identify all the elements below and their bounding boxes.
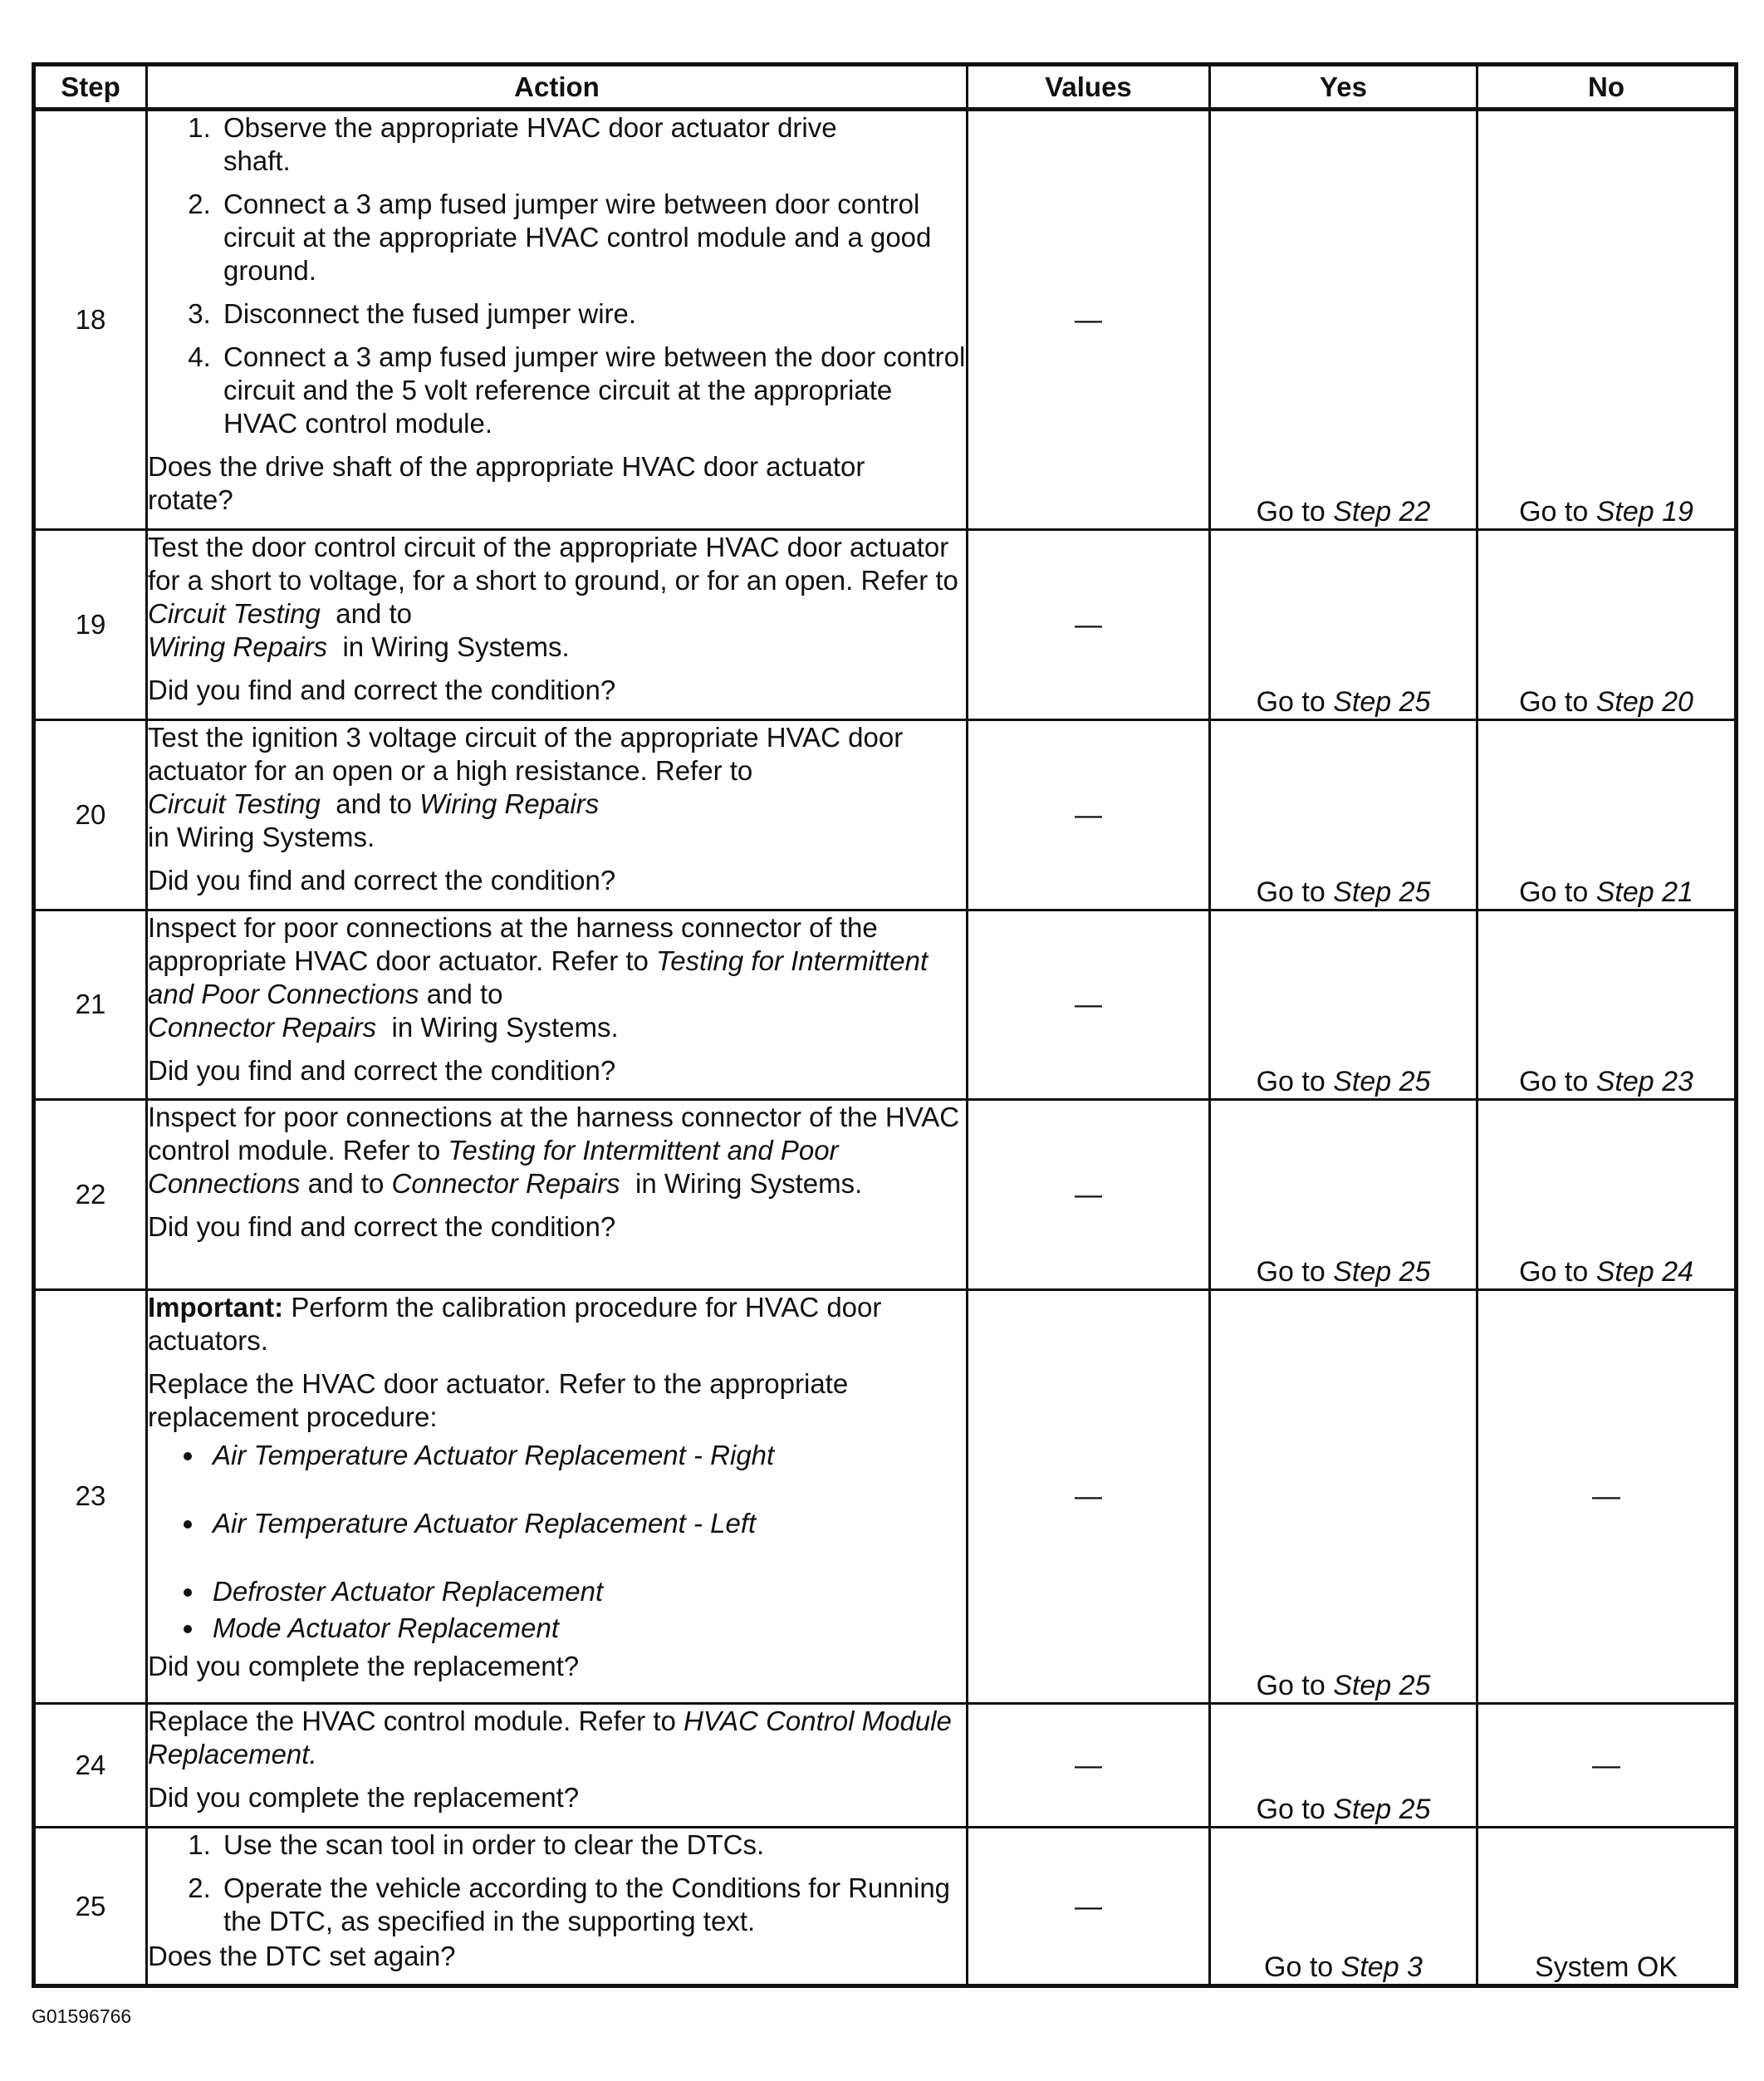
question: Does the DTC set again? bbox=[148, 1941, 456, 1972]
reference-link[interactable]: Wiring Repairs bbox=[148, 631, 328, 663]
action-cell bbox=[147, 719, 968, 910]
yes-step-link[interactable]: Step 25 bbox=[1333, 1066, 1431, 1098]
action-text bbox=[148, 721, 966, 854]
goto-label: Go to bbox=[1519, 876, 1589, 908]
goto-label: Go to bbox=[1256, 685, 1325, 718]
table-row bbox=[34, 1704, 1737, 1828]
yes-cell bbox=[1210, 1704, 1477, 1828]
no-cell: System OK bbox=[1477, 1828, 1737, 1986]
yes-cell bbox=[1210, 1100, 1477, 1290]
yes-cell bbox=[1210, 1828, 1477, 1986]
yes-cell bbox=[1210, 1289, 1477, 1703]
no-step-link[interactable]: Step 20 bbox=[1595, 685, 1693, 718]
action-text bbox=[148, 531, 966, 664]
reference-link[interactable]: Connector Repairs bbox=[148, 1011, 377, 1043]
yes-cell bbox=[1210, 910, 1477, 1100]
step-number: 25 bbox=[34, 1828, 147, 1986]
reference-link[interactable]: Testing for Intermittent and Poor Connections bbox=[148, 1135, 839, 1200]
no-cell bbox=[1477, 910, 1737, 1100]
list-item[interactable]: • Air Temperature Actuator Replacement - Right bbox=[206, 1439, 966, 1472]
replacement-procedures-list bbox=[148, 1439, 966, 1645]
goto-label: Go to bbox=[1256, 1670, 1325, 1702]
goto-label: Go to bbox=[1519, 496, 1589, 528]
yes-step-link[interactable]: Step 25 bbox=[1333, 685, 1431, 718]
step-number: 22 bbox=[34, 1100, 147, 1290]
important-label: Important: bbox=[148, 1291, 284, 1323]
question: Did you find and correct the condition? bbox=[148, 1211, 616, 1243]
reference-link[interactable]: Connector Repairs bbox=[391, 1168, 620, 1200]
action-cell bbox=[147, 1704, 968, 1828]
dash: — bbox=[1592, 1749, 1620, 1781]
action-text-part: in Wiring Systems. bbox=[635, 1168, 863, 1200]
values-cell bbox=[968, 110, 1210, 530]
table-row bbox=[34, 910, 1737, 1100]
table-row bbox=[34, 110, 1737, 530]
list-item[interactable]: • Defroster Actuator Replacement bbox=[206, 1575, 966, 1608]
no-step-link[interactable]: Step 19 bbox=[1595, 496, 1693, 528]
goto-label: Go to bbox=[1519, 685, 1589, 718]
dash: — bbox=[1592, 1480, 1620, 1512]
dash: — bbox=[1075, 304, 1102, 336]
action-cell bbox=[147, 110, 968, 530]
reference-link[interactable]: HVAC Control Module Replacement. bbox=[148, 1706, 952, 1770]
values-cell bbox=[968, 1828, 1210, 1986]
action-text-part: in Wiring Systems. bbox=[148, 821, 375, 852]
header-action: Action bbox=[147, 65, 968, 110]
step-number: 20 bbox=[34, 719, 147, 910]
question: Did you find and correct the condition? bbox=[148, 1054, 616, 1086]
values-cell bbox=[968, 530, 1210, 720]
dash: — bbox=[1075, 1480, 1102, 1512]
values-cell bbox=[968, 1704, 1210, 1828]
action-text-part: Test the ignition 3 voltage circuit of the appropriate HVAC door actuator for an open or a high resistance. Refer to bbox=[148, 721, 904, 786]
dash: — bbox=[1075, 1750, 1102, 1781]
dash: — bbox=[1075, 798, 1102, 830]
question: Did you find and correct the condition? bbox=[148, 675, 616, 706]
list-item[interactable]: • Mode Actuator Replacement bbox=[206, 1612, 966, 1645]
goto-label: Go to bbox=[1256, 1794, 1325, 1826]
dash: — bbox=[1075, 1178, 1102, 1210]
list-item[interactable]: • Air Temperature Actuator Replacement - Left bbox=[206, 1507, 966, 1540]
action-text-part: Inspect for poor connections at the harness connector of the HVAC control module. Refer to bbox=[148, 1102, 960, 1166]
values-cell bbox=[968, 719, 1210, 910]
action-cell bbox=[147, 910, 968, 1100]
step-number: 23 bbox=[34, 1289, 147, 1703]
action-text: Replace the HVAC door actuator. Refer to the appropriate replacement procedure: bbox=[148, 1367, 849, 1432]
list-item: 2. Operate the vehicle according to the Conditions for Running the DTC, as specified in the supporting text. bbox=[218, 1872, 966, 1938]
yes-step-link[interactable]: Step 25 bbox=[1333, 1670, 1431, 1702]
header-values: Values bbox=[968, 65, 1210, 110]
table-row bbox=[34, 1828, 1737, 1986]
action-text bbox=[148, 1101, 966, 1200]
goto-label: Go to bbox=[1256, 1255, 1325, 1288]
question: Did you complete the replacement? bbox=[148, 1782, 580, 1814]
list-item: 4. Connect a 3 amp fused jumper wire between the door control circuit and the 5 volt reference circuit at the appropriate HVAC control module. bbox=[218, 341, 966, 440]
values-cell bbox=[968, 1289, 1210, 1703]
header-yes: Yes bbox=[1210, 65, 1477, 110]
yes-cell bbox=[1210, 719, 1477, 910]
important-note bbox=[148, 1291, 966, 1357]
step-number: 18 bbox=[34, 110, 147, 530]
step-number: 24 bbox=[34, 1704, 147, 1828]
important-text: Perform the calibration procedure for HVAC door actuators. bbox=[148, 1291, 882, 1356]
action-text-part: and to bbox=[426, 978, 503, 1009]
reference-link[interactable]: Wiring Repairs bbox=[419, 788, 600, 819]
table-row bbox=[34, 719, 1737, 910]
table-row bbox=[34, 1289, 1737, 1703]
action-text-part: and to bbox=[336, 598, 412, 630]
goto-label: Go to bbox=[1256, 496, 1325, 528]
list-item: 1. Observe the appropriate HVAC door actuator drive shaft. bbox=[218, 111, 966, 178]
goto-label: Go to bbox=[1256, 876, 1325, 908]
action-text-part: Replace the HVAC control module. Refer to bbox=[148, 1706, 676, 1737]
figure-id: G01596766 bbox=[32, 2005, 132, 2027]
action-steps-list bbox=[148, 1828, 966, 1938]
no-step-link[interactable]: Step 23 bbox=[1595, 1066, 1693, 1098]
action-cell bbox=[147, 1289, 968, 1703]
yes-step-link[interactable]: Step 3 bbox=[1340, 1951, 1423, 1983]
action-text-part: and to bbox=[336, 788, 412, 819]
no-cell bbox=[1477, 1100, 1737, 1290]
yes-cell bbox=[1210, 530, 1477, 720]
goto-label: Go to bbox=[1256, 1066, 1325, 1098]
question: Does the drive shaft of the appropriate HVAC door actuator rotate? bbox=[148, 451, 865, 515]
action-text-part: and to bbox=[307, 1168, 385, 1200]
action-text bbox=[148, 911, 966, 1044]
step-number: 21 bbox=[34, 910, 147, 1100]
yes-step-link[interactable]: Step 25 bbox=[1333, 876, 1431, 908]
action-text-part: Inspect for poor connections at the harness connector of the appropriate HVAC door actuator. Refer to bbox=[148, 911, 878, 976]
dash: — bbox=[1075, 609, 1102, 640]
goto-label: Go to bbox=[1519, 1066, 1589, 1098]
values-cell bbox=[968, 1100, 1210, 1290]
goto-label: Go to bbox=[1264, 1951, 1334, 1983]
no-cell bbox=[1477, 1289, 1737, 1703]
header-no: No bbox=[1477, 65, 1737, 110]
diagnostic-table bbox=[32, 62, 1738, 1988]
list-item: 3. Disconnect the fused jumper wire. bbox=[218, 297, 966, 331]
action-text bbox=[148, 1705, 966, 1771]
no-cell bbox=[1477, 530, 1737, 720]
list-item: 1. Use the scan tool in order to clear the DTCs. bbox=[218, 1828, 966, 1862]
question: Did you complete the replacement? bbox=[148, 1650, 580, 1681]
yes-step-link[interactable]: Step 22 bbox=[1333, 496, 1431, 528]
dash: — bbox=[1075, 989, 1102, 1020]
step-number: 19 bbox=[34, 530, 147, 720]
action-cell bbox=[147, 1100, 968, 1290]
no-cell bbox=[1477, 1704, 1737, 1828]
action-steps-list bbox=[148, 111, 966, 440]
no-step-link[interactable]: Step 21 bbox=[1595, 876, 1693, 908]
action-cell bbox=[147, 530, 968, 720]
yes-step-link[interactable]: Step 25 bbox=[1333, 1255, 1431, 1288]
question: Did you find and correct the condition? bbox=[148, 864, 616, 896]
table-row bbox=[34, 1100, 1737, 1290]
header-step: Step bbox=[34, 65, 147, 110]
reference-link[interactable]: Testing for Intermittent and Poor Connections bbox=[148, 945, 929, 1009]
values-cell bbox=[968, 910, 1210, 1100]
table-row bbox=[34, 530, 1737, 720]
action-text-part: in Wiring Systems. bbox=[342, 631, 570, 663]
reference-link[interactable]: Circuit Testing bbox=[148, 598, 321, 630]
list-item: 2. Connect a 3 amp fused jumper wire between door control circuit at the appropriate HVAC control module and a good ground. bbox=[218, 188, 966, 287]
yes-step-link[interactable]: Step 25 bbox=[1333, 1794, 1431, 1826]
no-cell bbox=[1477, 719, 1737, 910]
goto-label: Go to bbox=[1519, 1255, 1589, 1288]
no-cell bbox=[1477, 110, 1737, 530]
yes-cell bbox=[1210, 110, 1477, 530]
action-text-part: in Wiring Systems. bbox=[391, 1011, 619, 1043]
no-step-link[interactable]: Step 24 bbox=[1595, 1255, 1693, 1288]
header-row bbox=[34, 65, 1737, 110]
action-cell bbox=[147, 1828, 968, 1986]
reference-link[interactable]: Circuit Testing bbox=[148, 788, 321, 819]
dash: — bbox=[1075, 1890, 1102, 1921]
action-text-part: Test the door control circuit of the appropriate HVAC door actuator for a short to voltage, for a short to ground, or for an open. Refer to bbox=[148, 532, 958, 596]
